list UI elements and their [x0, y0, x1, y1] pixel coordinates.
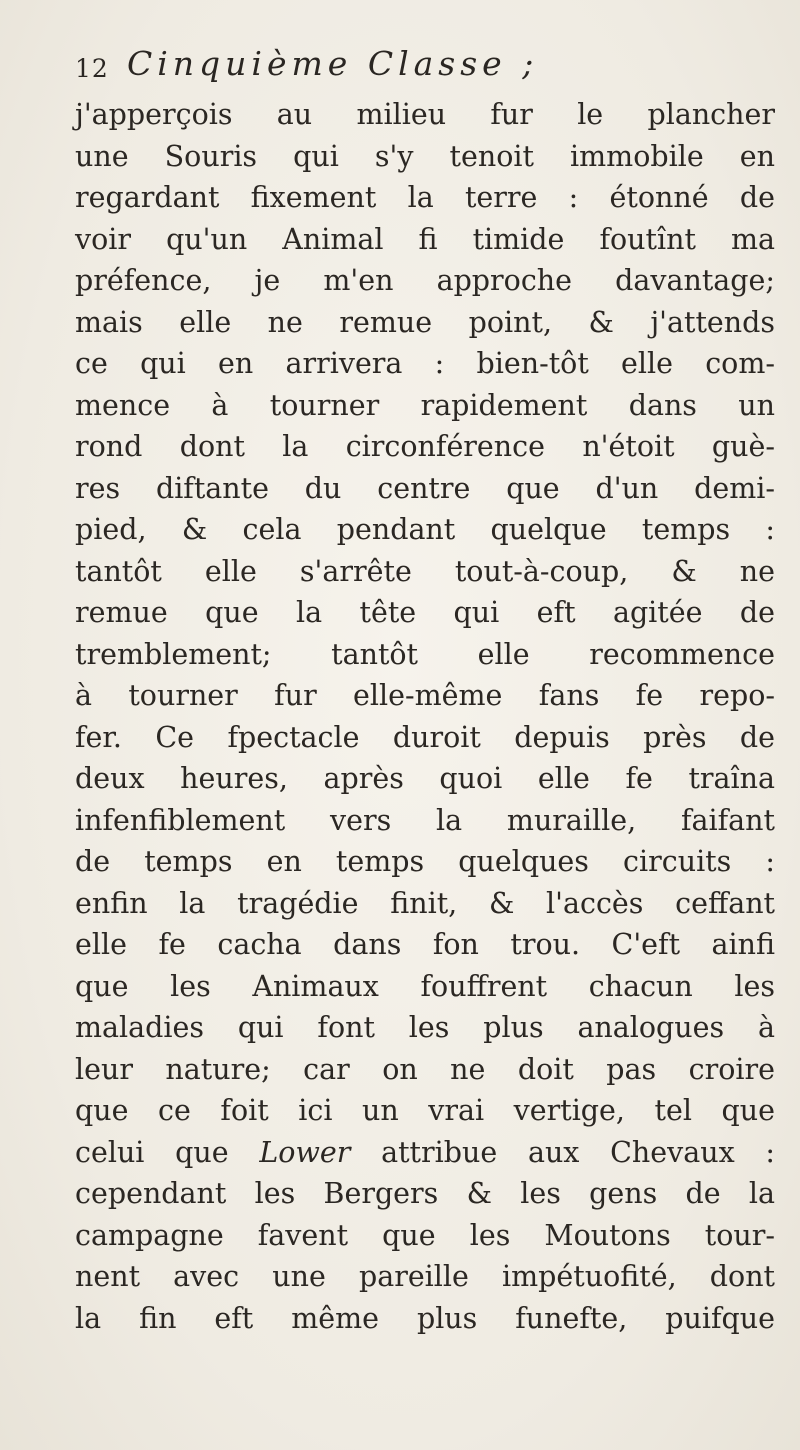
- running-head: Cinquième Classe ;: [127, 44, 539, 83]
- text-line: remue que la tête qui eft agitée de: [75, 596, 775, 629]
- text-line: campagne favent que les Moutons tour-: [75, 1218, 775, 1252]
- text-line: cependant les Bergers & les gens de la: [75, 1177, 775, 1210]
- text-segment: attribue aux Chevaux :: [381, 1135, 775, 1169]
- text-line: de temps en temps quelques circuits :: [75, 845, 775, 878]
- text-line: rond dont la circonférence n'étoit guè-: [75, 430, 775, 463]
- text-line: que les Animaux fouffrent chacun les: [75, 969, 775, 1003]
- body-text: [75, 94, 775, 1339]
- text-line: tremblement; tantôt elle recommence: [75, 637, 775, 671]
- page-header: [75, 44, 775, 94]
- text-line: que ce foit ici un vrai vertige, tel que: [75, 1094, 775, 1127]
- text-line: j'apperçois au milieu fur le plancher: [75, 98, 775, 131]
- text-line: [75, 1132, 775, 1174]
- text-line: pied, & cela pendant quelque temps :: [75, 513, 775, 546]
- text-line: ce qui en arrivera : bien-tôt elle com-: [75, 347, 775, 380]
- text-line: regardant fixement la terre : étonné de: [75, 181, 775, 214]
- text-line: mence à tourner rapidement dans un: [75, 388, 775, 422]
- page-number: 12: [75, 54, 109, 83]
- text-line: préfence, je m'en approche davantage;: [75, 264, 775, 297]
- text-line: une Souris qui s'y tenoit immobile en: [75, 139, 775, 173]
- text-line: maladies qui font les plus analogues à: [75, 1011, 775, 1044]
- author-name: Lower: [259, 1135, 351, 1169]
- text-line: mais elle ne remue point, & j'attends: [75, 305, 775, 339]
- text-segment: celui que: [75, 1135, 229, 1169]
- text-line: elle fe cacha dans fon trou. C'eft ainfi: [75, 928, 775, 961]
- text-line: tantôt elle s'arrête tout-à-coup, & ne: [75, 554, 775, 588]
- text-line: la fin eft même plus funefte, puifque: [75, 1301, 775, 1335]
- text-line: nent avec une pareille impétuofité, dont: [75, 1260, 775, 1293]
- text-line: deux heures, après quoi elle fe traîna: [75, 762, 775, 795]
- text-line: à tourner fur elle-même fans fe repo-: [75, 679, 775, 712]
- text-line: res diftante du centre que d'un demi-: [75, 471, 775, 505]
- text-line: fer. Ce fpectacle duroit depuis près de: [75, 720, 775, 754]
- text-line: leur nature; car on ne doit pas croire: [75, 1052, 775, 1086]
- text-line: infenfiblement vers la muraille, faifant: [75, 803, 775, 837]
- text-line: voir qu'un Animal fi timide foutînt ma: [75, 222, 775, 256]
- text-line: enfin la tragédie finit, & l'accès ceffant: [75, 886, 775, 920]
